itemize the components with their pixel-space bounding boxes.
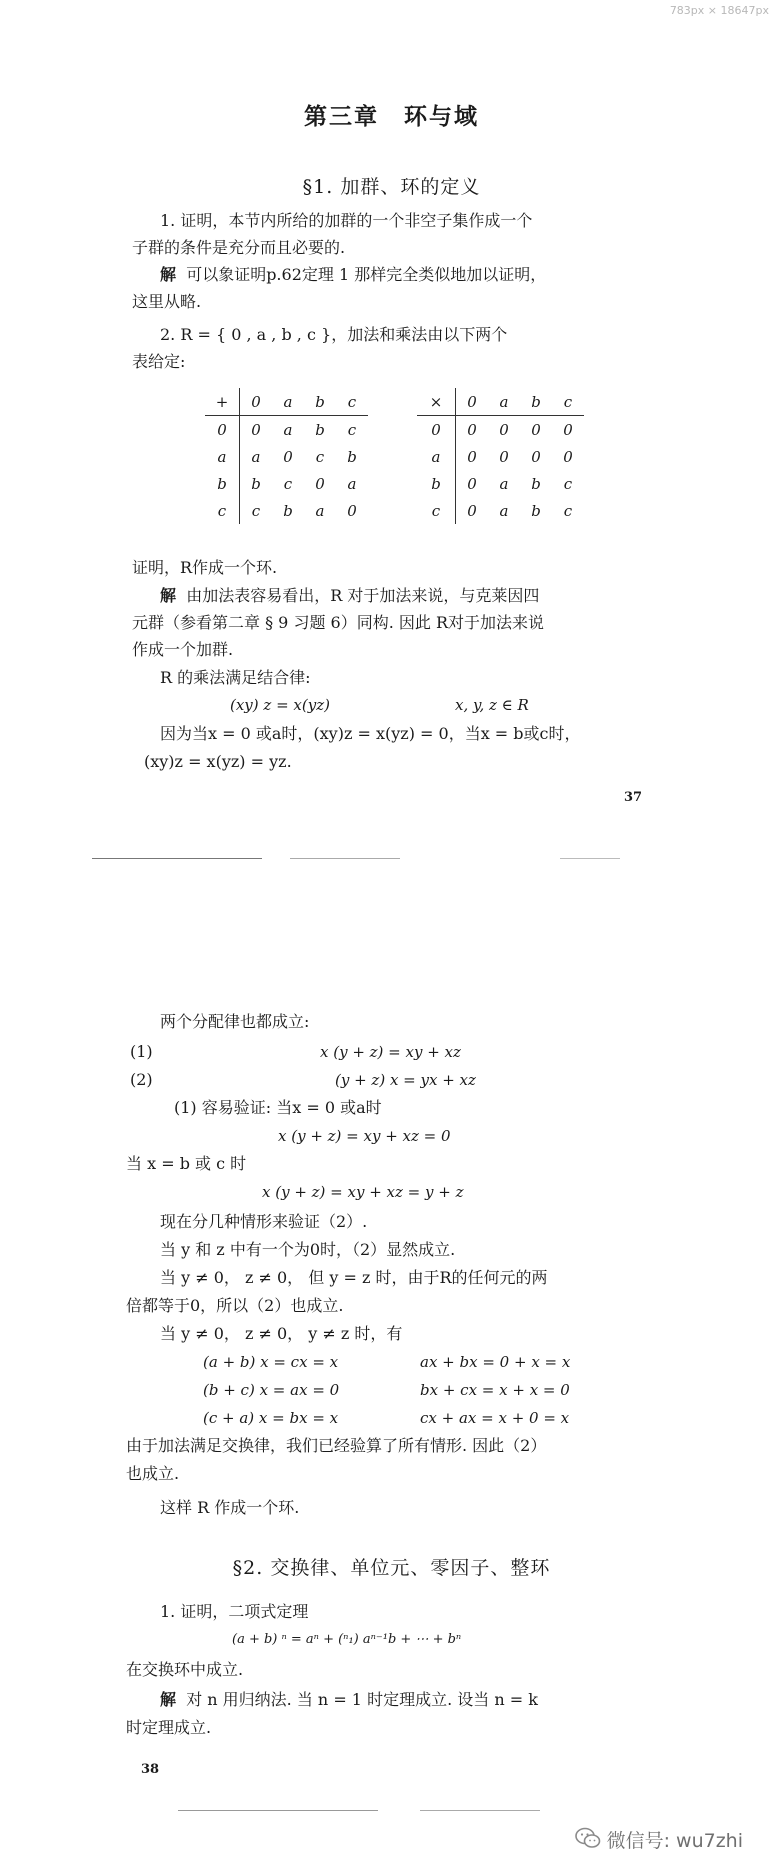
table-header-cell: b — [520, 388, 552, 416]
binomial-formula: (a + b) ⁿ = aⁿ + (ⁿ₁) aⁿ⁻¹b + ⋯ + bⁿ — [232, 1632, 462, 1647]
verify-line-7: 当 y ≠ 0， z ≠ 0， y ≠ z 时，有 — [160, 1324, 403, 1343]
addition-table-header — [205, 388, 368, 416]
table-cell: 0 — [467, 420, 477, 439]
table-cell: b — [315, 420, 325, 439]
table-header-cell: c — [552, 388, 584, 416]
solution-3-text: 对 n 用归纳法. 当 n = 1 时定理成立. 设当 n = k — [186, 1690, 538, 1709]
solution-2-text: 由加法表容易看出，R 对于加法来说，与克莱因四 — [186, 586, 540, 605]
table-cell: 0 — [563, 447, 573, 466]
problem-1-line-1: 1. 证明，本节内所给的加群的一个非空子集作成一个 — [160, 211, 533, 230]
table-row — [417, 416, 584, 444]
solution-1-line-2: 这里从略. — [132, 292, 202, 311]
table-cell: 0 — [315, 474, 325, 493]
table-cell: c — [347, 420, 357, 439]
table-cell: b — [251, 474, 261, 493]
table-row — [417, 470, 584, 497]
case-equation-left: (a + b) x = cx = x — [203, 1353, 339, 1371]
watermark — [607, 1826, 743, 1853]
image-size-label: 783px × 18647px — [669, 4, 769, 17]
table-header-cell: 0 — [240, 388, 273, 416]
table-cell: b — [347, 447, 357, 466]
solution-2-line-2: 元群（参看第二章 § 9 习题 6）同构. 因此 R对于加法来说 — [132, 613, 545, 632]
table-cell: 0 — [283, 447, 293, 466]
row-header-cell: b — [417, 470, 456, 497]
table-row — [205, 416, 368, 444]
multiplication-table — [417, 388, 584, 524]
problem-1-line-2: 子群的条件是充分而且必要的. — [132, 238, 346, 257]
associativity-domain: x, y, z ∈ R — [455, 696, 529, 714]
row-header-cell: b — [205, 470, 240, 497]
because-line-1: 因为当x = 0 或a时，(xy)z = x(yz) = 0，当x = b或c时， — [160, 724, 581, 743]
section-title-1: §1. 加群、环的定义 — [302, 176, 481, 198]
solution-label: 解 — [160, 586, 177, 605]
conclusion-line-1: 由于加法满足交换律，我们已经验算了所有情形. 因此（2） — [126, 1436, 547, 1455]
associativity-equation: (xy) z = x(yz) — [230, 696, 330, 714]
table-cell: b — [531, 501, 541, 520]
solution-label: 解 — [160, 265, 177, 284]
verify-line-6: 倍都等于0，所以（2）也成立. — [126, 1296, 344, 1315]
page-number: 38 — [141, 1762, 160, 1777]
page-divider — [92, 858, 262, 859]
table-cell: 0 — [531, 420, 541, 439]
problem-3-line-2: 在交换环中成立. — [126, 1660, 244, 1679]
addition-table — [205, 388, 368, 524]
table-cell: 0 — [347, 501, 357, 520]
table-row — [417, 443, 584, 470]
table-header-cell: 0 — [456, 388, 489, 416]
table-header-cell: c — [336, 388, 368, 416]
conclusion-line-2: 也成立. — [126, 1464, 180, 1483]
page-divider — [290, 858, 400, 859]
table-cell: 0 — [563, 420, 573, 439]
solution-3-line-2: 时定理成立. — [126, 1718, 212, 1737]
conclusion-line-3: 这样 R 作成一个环. — [160, 1498, 300, 1517]
table-cell: 0 — [531, 447, 541, 466]
because-line-2: (xy)z = x(yz) = yz. — [144, 752, 292, 771]
case-equation-right: bx + cx = x + x = 0 — [420, 1381, 570, 1399]
table-cell: c — [283, 474, 293, 493]
row-header-cell: c — [205, 497, 240, 524]
distributive-equation-2: (y + z) x = yx + xz — [335, 1071, 476, 1089]
table-header-cell: a — [488, 388, 520, 416]
row-header-cell: c — [417, 497, 456, 524]
distributive-equation-1: x (y + z) = xy + xz — [320, 1043, 461, 1061]
page-divider — [560, 858, 620, 859]
multiplication-operator: × — [417, 388, 456, 416]
page-divider — [178, 1810, 378, 1811]
table-cell: a — [315, 501, 325, 520]
solution-2-line-1 — [160, 584, 539, 608]
row-header-cell: 0 — [205, 416, 240, 444]
multiplication-table-header — [417, 388, 584, 416]
table-row — [205, 497, 368, 524]
table-cell: b — [283, 501, 293, 520]
row-header-cell: a — [205, 443, 240, 470]
table-cell: a — [283, 420, 293, 439]
table-cell: b — [531, 474, 541, 493]
page-number: 37 — [624, 790, 643, 805]
distributive-label-2: (2) — [130, 1070, 153, 1089]
case-equation-left: (b + c) x = ax = 0 — [203, 1381, 340, 1399]
verify-line-3: 现在分几种情形来验证（2）. — [160, 1212, 368, 1231]
watermark-text: 微信号: wu7zhi — [606, 1830, 743, 1852]
row-header-cell: 0 — [417, 416, 456, 444]
table-cell: 0 — [251, 420, 261, 439]
table-row — [417, 497, 584, 524]
table-header-cell: b — [304, 388, 336, 416]
verify-line-5: 当 y ≠ 0， z ≠ 0， 但 y = z 时，由于R的任何元的两 — [160, 1268, 548, 1287]
table-cell: c — [563, 474, 573, 493]
verify-equation-1: x (y + z) = xy + xz = 0 — [278, 1127, 451, 1145]
solution-2-line-3: 作成一个加群. — [132, 640, 234, 659]
problem-2-line-1: 2. R = { 0 , a , b , c }，加法和乘法由以下两个 — [160, 325, 508, 344]
distributive-intro: 两个分配律也都成立: — [160, 1012, 310, 1031]
table-cell: a — [499, 474, 509, 493]
addition-operator: + — [205, 388, 240, 416]
table-header-cell: a — [272, 388, 304, 416]
section-title-2: §2. 交换律、单位元、零因子、整环 — [232, 1557, 551, 1579]
problem-3-line-1: 1. 证明，二项式定理 — [160, 1602, 309, 1621]
verify-line-2: 当 x = b 或 c 时 — [126, 1154, 247, 1173]
table-cell: 0 — [499, 420, 509, 439]
solution-1-text: 可以象证明p.62定理 1 那样完全类似地加以证明， — [186, 265, 547, 284]
solution-3-line-1 — [160, 1688, 538, 1712]
case-equation-right: ax + bx = 0 + x = x — [420, 1353, 571, 1371]
problem-2-line-2: 表给定: — [132, 352, 186, 371]
distributive-label-1: (1) — [130, 1042, 153, 1061]
chapter-title: 第三章 环与域 — [304, 103, 479, 130]
case-equation-left: (c + a) x = bx = x — [203, 1409, 339, 1427]
table-cell: 0 — [467, 474, 477, 493]
table-cell: a — [347, 474, 357, 493]
table-cell: c — [563, 501, 573, 520]
associativity-line: R 的乘法满足结合律: — [160, 668, 311, 687]
verify-line-1: (1) 容易验证: 当x = 0 或a时 — [174, 1098, 382, 1117]
row-header-cell: a — [417, 443, 456, 470]
table-cell: a — [251, 447, 261, 466]
wechat-icon — [575, 1827, 601, 1849]
case-equation-right: cx + ax = x + 0 = x — [420, 1409, 570, 1427]
table-cell: c — [315, 447, 325, 466]
table-cell: a — [499, 501, 509, 520]
claim-line: 证明，R作成一个环. — [132, 558, 278, 577]
table-cell: 0 — [467, 501, 477, 520]
table-cell: 0 — [499, 447, 509, 466]
verify-line-4: 当 y 和 z 中有一个为0时，（2）显然成立. — [160, 1240, 456, 1259]
table-row — [205, 470, 368, 497]
table-cell: c — [251, 501, 261, 520]
table-row — [205, 443, 368, 470]
verify-equation-2: x (y + z) = xy + xz = y + z — [262, 1183, 464, 1201]
table-cell: 0 — [467, 447, 477, 466]
solution-label: 解 — [160, 1690, 177, 1709]
solution-1-line-1 — [160, 263, 546, 287]
page-divider — [420, 1810, 540, 1811]
